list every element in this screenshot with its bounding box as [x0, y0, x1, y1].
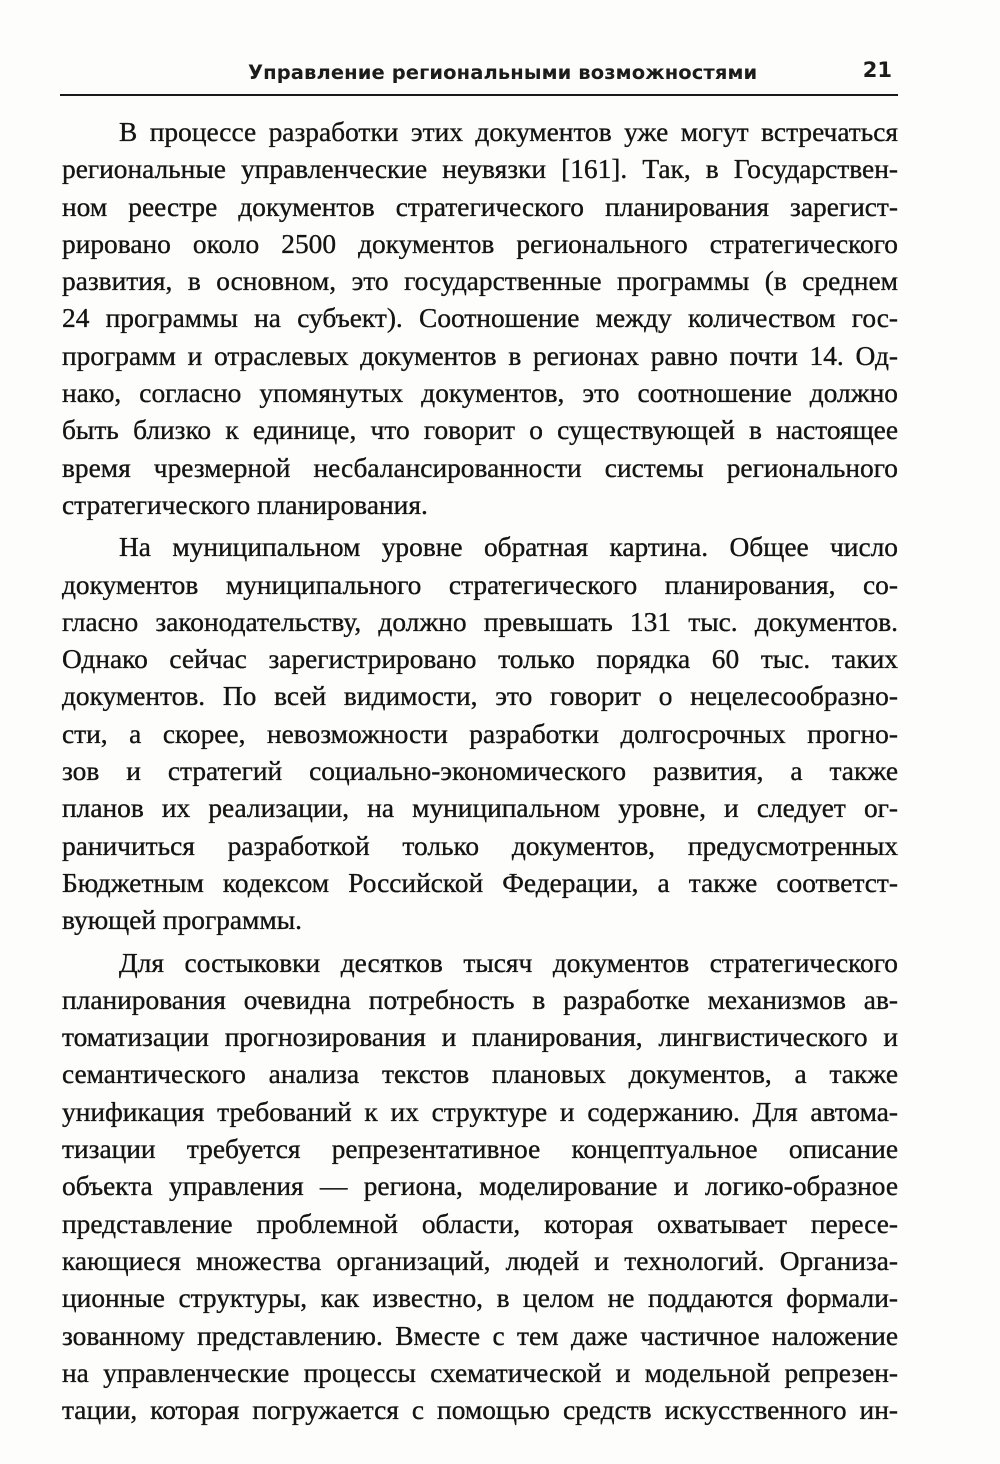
text-line: Однако сейчас зарегистрировано только порядка 60 тыс. таких	[62, 644, 898, 675]
running-header	[60, 52, 898, 96]
text-line: тизации требуется репрезентативное концептуальное описание	[62, 1134, 898, 1165]
page-number: 21	[862, 58, 892, 82]
text-line: документов муниципального стратегического планирования, со-	[62, 569, 898, 600]
text-line: сти, а скорее, невозможности разработки долгосрочных прогно-	[62, 718, 898, 749]
text-line: региональные управленческие неувязки [161]. Так, в Государствен-	[62, 154, 898, 185]
text-line: гласно законодательству, должно превышать 131 тыс. документов.	[62, 606, 898, 637]
text-line: документов. По всей видимости, это говорит о нецелесообразно-	[62, 681, 898, 712]
text-line: нако, согласно упомянутых документов, это соотношение должно	[62, 378, 898, 409]
text-line: ном реестре документов стратегического планирования зарегист-	[62, 191, 898, 222]
running-title: Управление региональными возможностями	[248, 61, 758, 84]
text-line: В процессе разработки этих документов уже могут встречаться	[119, 117, 898, 147]
text-line: тации, которая погружается с помощью средств искусственного ин-	[62, 1395, 898, 1426]
text-line: развития, в основном, это государственные программы (в среднем	[62, 266, 898, 297]
text-line: семантического анализа текстов плановых документов, а также	[62, 1059, 898, 1090]
body-text	[62, 114, 898, 1429]
text-line: кающиеся множества организаций, людей и технологий. Организа-	[62, 1245, 898, 1276]
paragraph-1	[62, 114, 898, 524]
text-line: унификация требований к их структуре и содержанию. Для автома-	[62, 1096, 898, 1127]
paragraph-3	[62, 945, 898, 1430]
text-line: ционные структуры, как известно, в целом не поддаются формали-	[62, 1283, 898, 1314]
text-line: раничиться разработкой только документов, предусмотренных	[62, 830, 898, 861]
text-line: планирования очевидна потребность в разработке механизмов ав-	[62, 984, 898, 1015]
text-line: на управленческие процессы схематической и модельной репрезен-	[62, 1357, 898, 1388]
text-line: вующей программы.	[62, 905, 302, 936]
text-line: объекта управления — региона, моделирование и логико-образное	[62, 1171, 898, 1202]
text-line: представление проблемной области, которая охватывает пересе-	[62, 1208, 898, 1239]
text-line: Для состыковки десятков тысяч документов стратегического	[119, 947, 898, 978]
text-line: время чрезмерной несбалансированности системы регионального	[62, 452, 898, 483]
text-line: планов их реализации, на муниципальном уровне, и следует ог-	[62, 793, 898, 824]
text-line: На муниципальном уровне обратная картина. Общее число	[119, 532, 898, 563]
text-line: быть близко к единице, что говорит о существующей в настоящее	[62, 415, 898, 446]
text-line: Бюджетным кодексом Российской Федерации, а также соответст-	[62, 867, 898, 898]
text-line: программ и отраслевых документов в регионах равно почти 14. Од-	[62, 340, 898, 371]
text-line: рировано около 2500 документов регионального стратегического	[62, 228, 898, 259]
text-line: 24 программы на субъект). Соотношение между количеством гос-	[62, 303, 898, 334]
text-line: зованному представлению. Вместе с тем даже частичное наложение	[62, 1320, 898, 1351]
text-line: стратегического планирования.	[62, 489, 428, 520]
text-line: томатизации прогнозирования и планирования, лингвистического и	[62, 1022, 898, 1053]
text-line: зов и стратегий социально-экономического развития, а также	[62, 756, 898, 787]
paragraph-2	[62, 529, 898, 939]
